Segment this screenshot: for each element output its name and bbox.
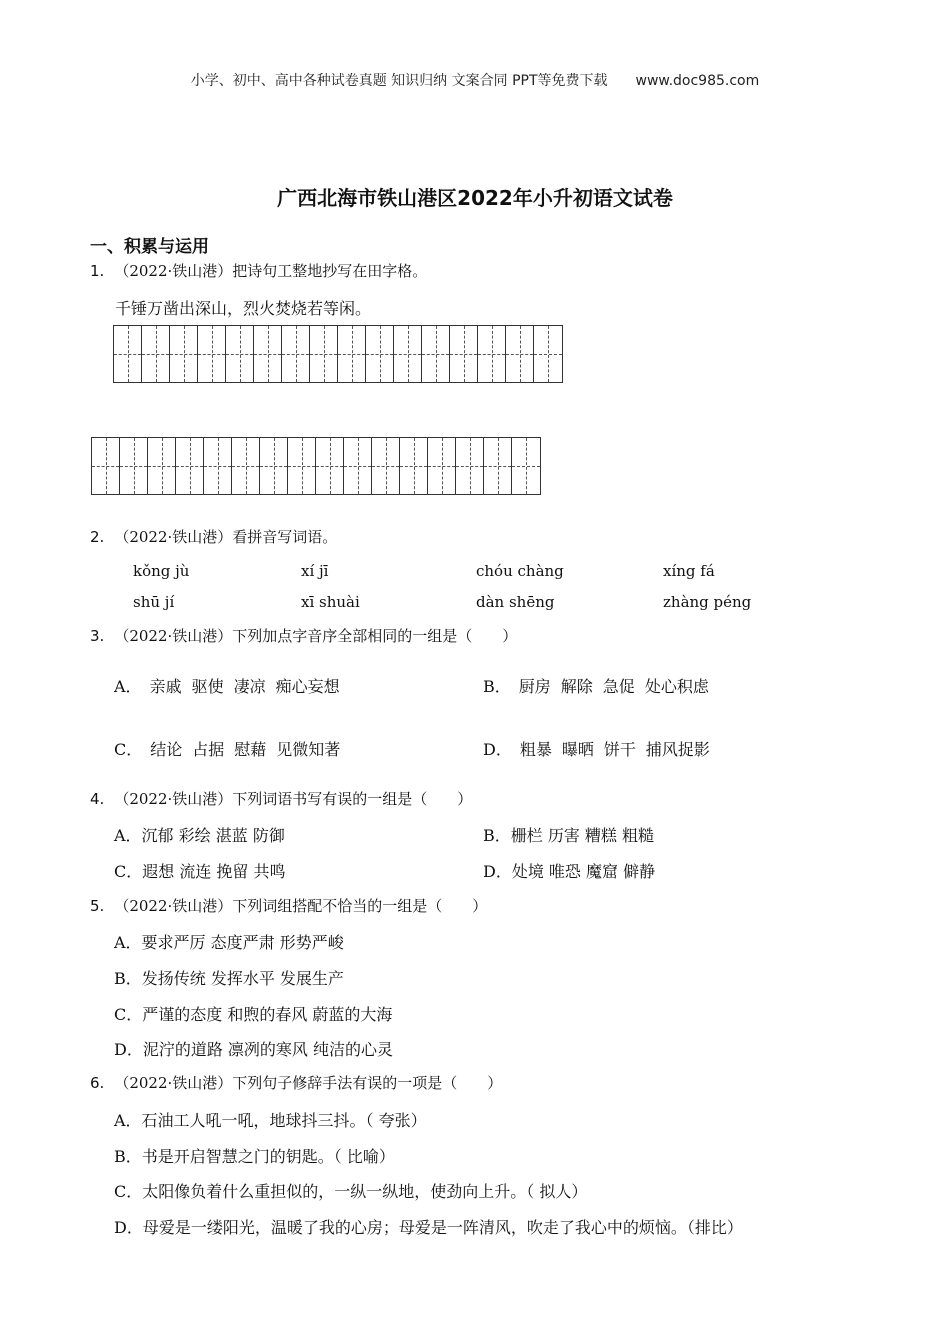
- word: 处心积虑: [644, 677, 709, 696]
- option-a[interactable]: A．沉郁 彩绘 湛蓝 防御: [114, 826, 285, 845]
- option-d[interactable]: D． 粗暴 曝晒 饼干 捕风捉影: [483, 740, 710, 759]
- word: 结论: [150, 740, 183, 759]
- question-6-stem: （2022·铁山港）下列句子修辞手法有误的一项是（ ）: [114, 1074, 503, 1092]
- option-d[interactable]: D．处境 唯恐 魔窟 僻静: [483, 862, 656, 881]
- option-c[interactable]: C． 结论 占据 慰藉 见微知著: [114, 740, 341, 759]
- question-1-stem: （2022·铁山港）把诗句工整地抄写在田字格。: [114, 262, 428, 280]
- pinyin-item: xíng fá: [663, 562, 715, 580]
- word: 驱使: [191, 677, 224, 696]
- word: 急促: [602, 677, 635, 696]
- tianzige-grid-2[interactable]: [91, 437, 541, 495]
- word: 曝晒: [561, 740, 594, 759]
- question-2-stem: （2022·铁山港）看拼音写词语。: [114, 528, 338, 546]
- word: 痴心妄想: [275, 677, 340, 696]
- header-url[interactable]: www.doc985.com: [635, 73, 760, 89]
- option-a[interactable]: A． 亲戚 驱使 凄凉 痴心妄想: [114, 677, 340, 696]
- word: 慰藉: [234, 740, 267, 759]
- question-3: 3. （2022·铁山港）下列加点字音序全部相同的一组是（ ）: [90, 627, 518, 645]
- section-heading: 一、积累与运用: [90, 237, 209, 257]
- word: 见微知著: [276, 740, 341, 759]
- option-b[interactable]: B．栅栏 历害 糟糕 粗糙: [483, 826, 655, 845]
- option-c[interactable]: C．太阳像负着什么重担似的，一纵一纵地，使劲向上升。（ 拟人）: [114, 1182, 588, 1201]
- question-2: 2. （2022·铁山港）看拼音写词语。: [90, 528, 338, 546]
- pinyin-item: chóu chàng: [476, 562, 564, 580]
- header-text: 小学、初中、高中各种试卷真题 知识归纳 文案合同 PPT等免费下载: [190, 73, 608, 89]
- question-5-stem: （2022·铁山港）下列词组搭配不恰当的一组是（ ）: [114, 897, 488, 915]
- option-b[interactable]: B． 厨房 解除 急促 处心积虑: [483, 677, 709, 696]
- question-3-stem: （2022·铁山港）下列加点字音序全部相同的一组是（ ）: [114, 627, 518, 645]
- word: 粗暴: [519, 740, 552, 759]
- option-c[interactable]: C．严谨的态度 和煦的春风 蔚蓝的大海: [114, 1005, 393, 1024]
- word: 饼干: [603, 740, 636, 759]
- option-a[interactable]: A．要求严厉 态度严肃 形势严峻: [114, 933, 344, 952]
- word: 捕风捉影: [645, 740, 710, 759]
- pinyin-item: zhàng péng: [663, 593, 752, 611]
- pinyin-item: dàn shēng: [476, 593, 555, 611]
- poem-line: 千锤万凿出深山，烈火焚烧若等闲。: [115, 299, 372, 318]
- option-c[interactable]: C．遐想 流连 挽留 共鸣: [114, 862, 286, 881]
- word: 占据: [192, 740, 225, 759]
- pinyin-item: shū jí: [133, 593, 175, 611]
- question-4-stem: （2022·铁山港）下列词语书写有误的一组是（ ）: [114, 790, 473, 808]
- question-6: 6. （2022·铁山港）下列句子修辞手法有误的一项是（ ）: [90, 1074, 503, 1092]
- option-d[interactable]: D．母爱是一缕阳光，温暖了我的心房；母爱是一阵清风，吹走了我心中的烦恼。（排比）: [114, 1218, 743, 1237]
- option-d[interactable]: D．泥泞的道路 凛冽的寒风 纯洁的心灵: [114, 1040, 394, 1059]
- tianzige-grid-1[interactable]: [113, 325, 563, 383]
- word: 凄凉: [233, 677, 266, 696]
- word: 厨房: [518, 677, 551, 696]
- option-b[interactable]: B．发扬传统 发挥水平 发展生产: [114, 969, 344, 988]
- pinyin-item: xí jī: [301, 562, 329, 580]
- question-1: 1. （2022·铁山港）把诗句工整地抄写在田字格。: [90, 262, 428, 280]
- option-b[interactable]: B．书是开启智慧之门的钥匙。（ 比喻）: [114, 1147, 395, 1166]
- pinyin-item: kǒng jù: [133, 562, 190, 580]
- option-a[interactable]: A．石油工人吼一吼，地球抖三抖。（ 夸张）: [114, 1111, 427, 1130]
- word: 解除: [560, 677, 593, 696]
- pinyin-item: xī shuài: [301, 593, 360, 611]
- page-title: 广西北海市铁山港区2022年小升初语文试卷: [277, 186, 673, 210]
- question-5: 5. （2022·铁山港）下列词组搭配不恰当的一组是（ ）: [90, 897, 488, 915]
- question-4: 4. （2022·铁山港）下列词语书写有误的一组是（ ）: [90, 790, 473, 808]
- word: 亲戚: [149, 677, 182, 696]
- page-header: [0, 70, 950, 90]
